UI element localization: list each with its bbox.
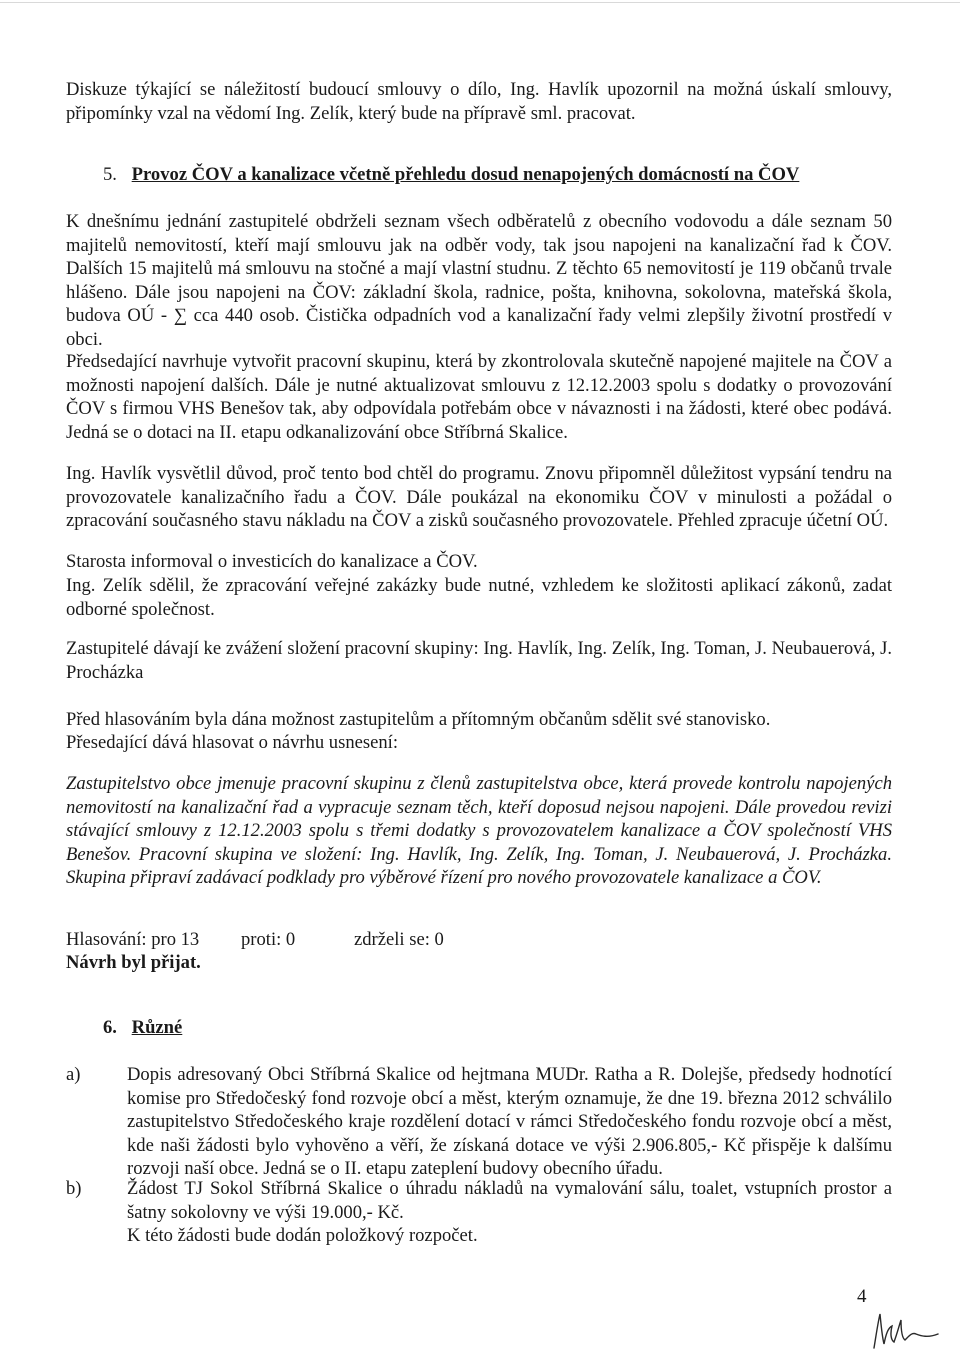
paragraph-working-group: Zastupitelé dávají ke zvážení složení pracovní skupiny: Ing. Havlík, Ing. Zelík, Ing. Toman, J. Neubauerová, J. Procházka — [66, 638, 892, 683]
paragraph-before-vote: Před hlasováním byla dána možnost zastupitelům a přítomným občanům sdělit své stanovisko. — [66, 709, 771, 730]
list-item-text: Dopis adresovaný Obci Stříbrná Skalice od hejtmana MUDr. Ratha a R. Dolejše, předsedy hodnotící komise pro Středočeský fond rozvoje obcí a měst, kterým oznamuje, že dne 19. března 2012 schválilo zastupitelstvo Středočeského kraje rozdělení dotací v rámci Středočeského fondu rozvoje obcí a měst, kde naši žádosti bylo vyhověno a věří, že získaná dotace ve výši 2.906.805,- Kč přispěje k dalšímu rozvoji naší obce. Jedná se o II. etapu zateplení budovy obecního úřadu. — [127, 1064, 892, 1179]
paragraph-mayor: Starosta informoval o investicích do kanalizace a ČOV. — [66, 551, 478, 572]
vote-line — [66, 928, 666, 952]
vote-for: Hlasování: pro 13 — [66, 929, 200, 950]
paragraph-havlik: Ing. Havlík vysvětlil důvod, proč tento bod chtěl do programu. Znovu připomněl důležitost vypsání tendru na provozovatele kanalizačního řadu a ČOV. Dále poukázal na ekonomiku ČOV v minulosti a požádal o zpracování současného stavu nákladu na ČOV a zisků současného provozovatele. Přehled zpracuje účetní OÚ. — [66, 463, 892, 531]
list-item-letter: a) — [66, 1064, 81, 1085]
vote-against: proti: 0 — [241, 929, 296, 950]
page-number: 4 — [857, 1286, 867, 1307]
section-5-heading — [103, 163, 903, 187]
paragraph-connection-list: K dnešnímu jednání zastupitelé obdrželi seznam všech odběratelů z obecního vodovodu a dále seznam 50 majitelů nemovitostí, kteří mají smlouvu jak na odběr vody, tak jsou napojeni na kanalizační řad k ČOV. Dalších 15 majitelů má smlouvu na stočné a mají vlastní studnu. Z těchto 65 nemovitostí je 119 občanů trvale hlášeno. Dále jsou napojeni na ČOV: základní škola, radnice, pošta, knihovna, sokolovna, mateřská škola, budova OÚ - ∑ cca 440 osob. Čistička odpadních vod a kanalizační řady velmi zlepšily životní prostředí v obci. — [66, 211, 892, 350]
paragraph-intro: Diskuze týkající se náležitostí budoucí smlouvy o dílo, Ing. Havlík upozornil na možná úskalí smlouvy, připomínky vzal na vědomí Ing. Zelík, který bude na přípravě sml. pracovat. — [66, 79, 892, 124]
scan-edge-line — [0, 2, 960, 3]
resolution-text: Zastupitelstvo obce jmenuje pracovní skupinu z členů zastupitelstva obce, která provede kontrolu napojených nemovitostí na kanalizační řad a vypracuje seznam těch, kteří doposud nejsou napojeni. Dále provedou revizi stávající smlouvy z 12.12.2003 spolu s třemi dodatky s provozovatelem kanalizace a ČOV společností VHS Benešov. Pracovní skupina ve složení: Ing. Havlík, Ing. Zelík, Ing. Toman, J. Neubauerová, J. Procházka. Skupina připraví zadávací podklady pro výběrové řízení pro nového provozovatele kanalizace a ČOV. — [66, 773, 892, 889]
list-item-letter: b) — [66, 1178, 82, 1199]
vote-result: Návrh byl přijat. — [66, 952, 201, 973]
section-6-title: Různé — [131, 1017, 183, 1038]
vote-abstain: zdrželi se: 0 — [354, 929, 444, 950]
section-5-number: 5. — [103, 164, 117, 185]
paragraph-chair-vote: Přesedající dává hlasovat o návrhu usnesení: — [66, 732, 399, 753]
section-5-title: Provoz ČOV a kanalizace včetně přehledu dosud nenapojených domácností na ČOV — [131, 164, 800, 185]
paragraph-zelik: Ing. Zelík sdělil, že zpracování veřejné zakázky bude nutné, vzhledem ke složitosti aplikací zákonů, zadat odborné společnost. — [66, 575, 892, 620]
section-6-heading — [103, 1016, 182, 1040]
section-6-number: 6. — [103, 1017, 117, 1038]
list-item-note: K této žádosti bude dodán položkový rozpočet. — [127, 1225, 478, 1246]
list-item-text: Žádost TJ Sokol Stříbrná Skalice o úhradu nákladů na vymalování sálu, toalet, vstupních prostor a šatny sokolovny ve výši 19.000,- Kč. — [127, 1178, 892, 1223]
paragraph-chair-proposal: Předsedající navrhuje vytvořit pracovní skupinu, která by zkontrolovala skutečně napojené majitele na ČOV a možnosti napojení dalších. Dále je nutné aktualizovat smlouvu z 12.12.2003 spolu s dodatky o provozování ČOV s firmou VHS Benešov tak, aby odpovídala potřebám obce v návaznosti i na žádosti, které obec podává. Jedná se o dotaci na II. etapu odkanalizování obce Stříbrná Skalice. — [66, 351, 892, 443]
signature-mark — [866, 1308, 946, 1350]
